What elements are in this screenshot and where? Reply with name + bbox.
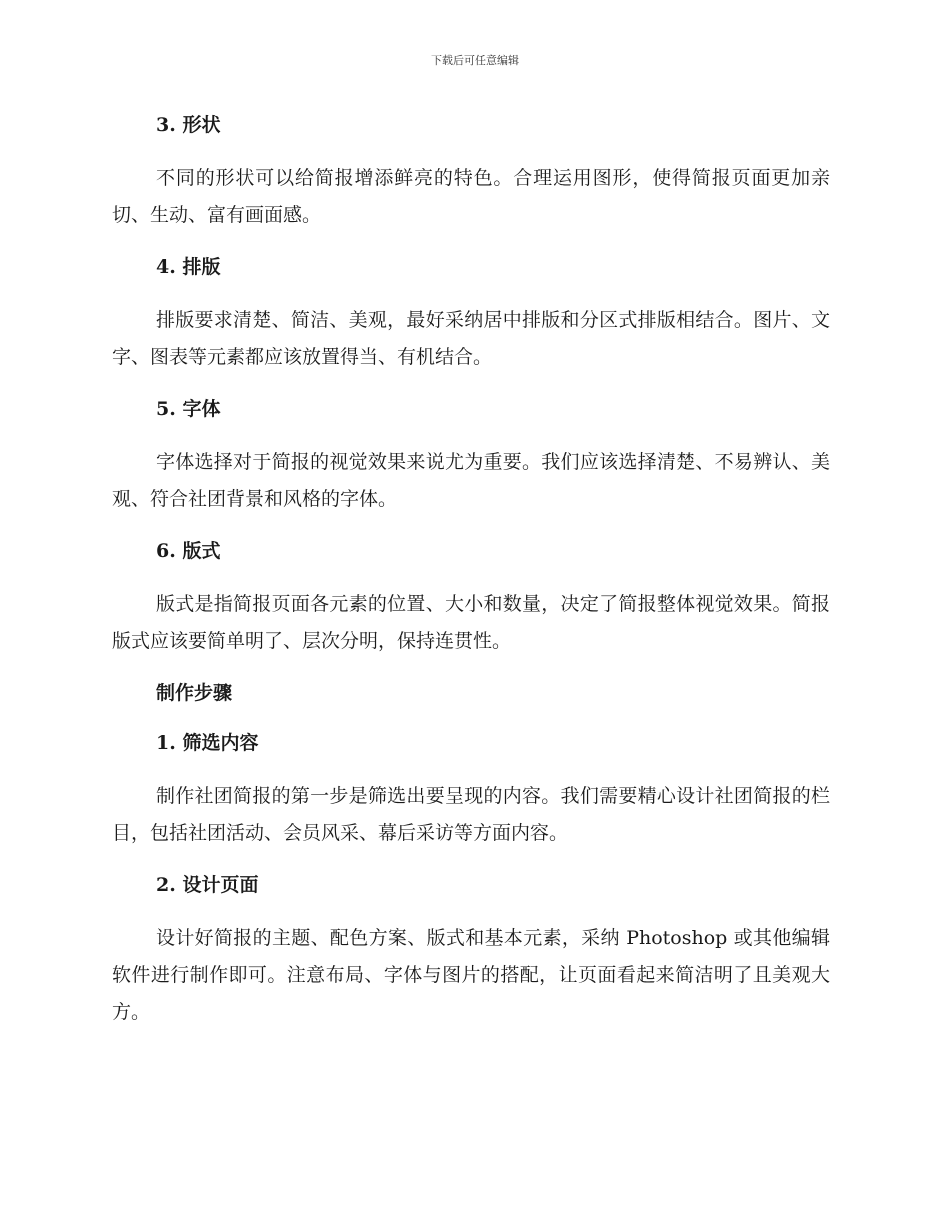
section-paragraph-design-page: 设计好简报的主题、配色方案、版式和基本元素，采纳 Photoshop 或其他编辑软件进行制作即可。注意布局、字体与图片的搭配，让页面看起来简洁明了且美观大方。 <box>112 927 830 1023</box>
section-heading-font: 5. 字体 <box>156 398 221 420</box>
section-heading-design-page: 2. 设计页面 <box>156 874 259 896</box>
section-paragraph-shape: 不同的形状可以给简报增添鲜亮的特色。合理运用图形，使得简报页面更加亲切、生动、富有画面感。 <box>112 167 830 226</box>
section-heading-format: 6. 版式 <box>156 540 221 562</box>
section-paragraph-format: 版式是指简报页面各元素的位置、大小和数量，决定了简报整体视觉效果。简报版式应该要简单明了、层次分明，保持连贯性。 <box>112 593 830 652</box>
section-heading-steps: 制作步骤 <box>156 682 233 704</box>
page-header: 下载后可任意编辑 <box>431 54 519 67</box>
section-heading-shape: 3. 形状 <box>156 114 221 136</box>
section-paragraph-layout: 排版要求清楚、简洁、美观，最好采纳居中排版和分区式排版相结合。图片、文字、图表等元素都应该放置得当、有机结合。 <box>112 309 830 368</box>
section-paragraph-filter-content: 制作社团简报的第一步是筛选出要呈现的内容。我们需要精心设计社团简报的栏目，包括社团活动、会员风采、幕后采访等方面内容。 <box>112 785 830 844</box>
section-heading-layout: 4. 排版 <box>156 256 221 278</box>
document-body <box>112 110 830 1049</box>
section-paragraph-font: 字体选择对于简报的视觉效果来说尤为重要。我们应该选择清楚、不易辨认、美观、符合社团背景和风格的字体。 <box>112 451 830 510</box>
section-heading-filter-content: 1. 筛选内容 <box>156 732 259 754</box>
